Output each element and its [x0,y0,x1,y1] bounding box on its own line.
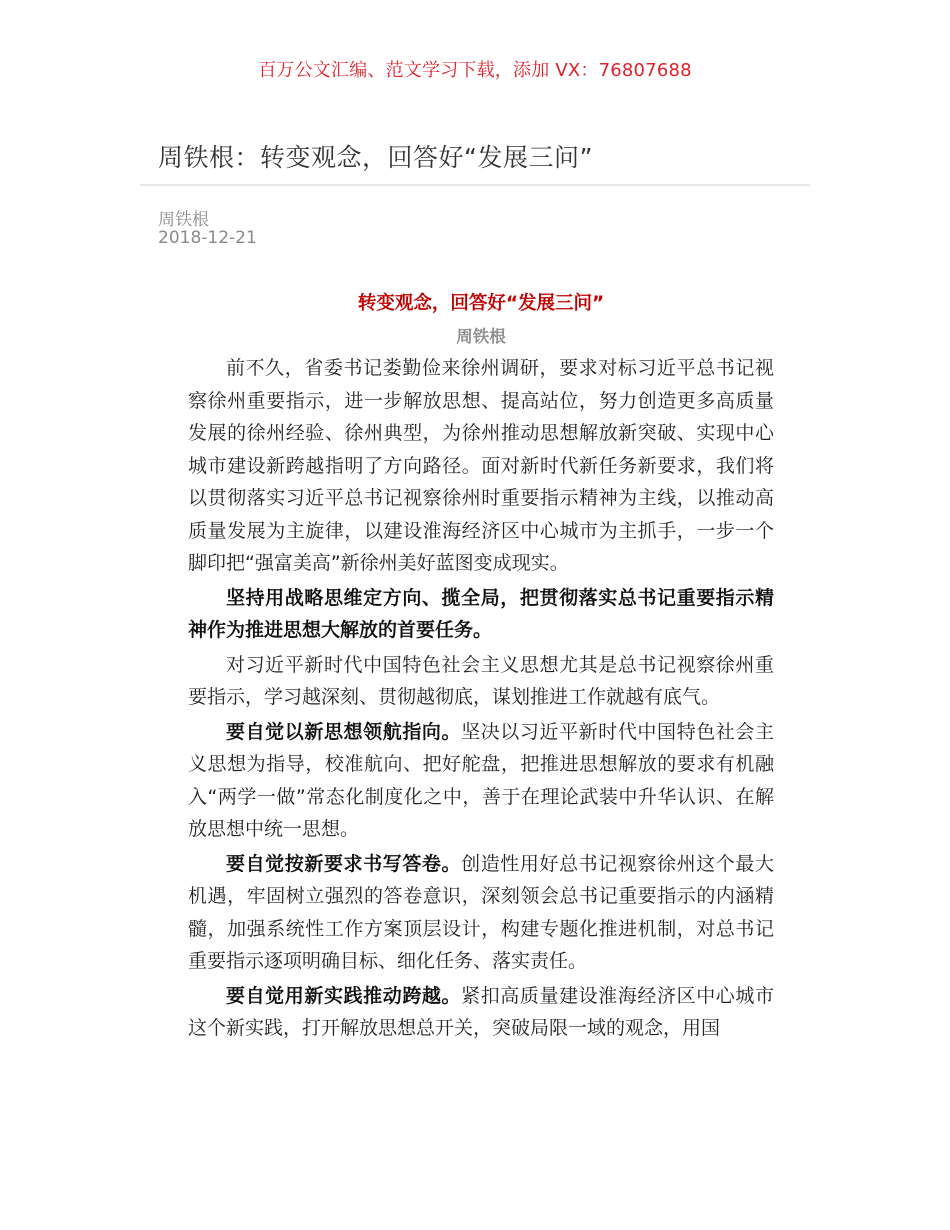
meta-author: 周铁根 [158,210,209,230]
paragraph [188,716,774,846]
paragraph-lead: 要自觉以新思想领航指向。 [226,720,462,743]
paragraph [188,848,774,978]
page-title: 周铁根：转变观念，回答好“发展三问” [158,143,593,172]
paragraph-text: 创造性用好总书记视察徐州这个最大机遇，牢固树立强烈的答卷意识，深刻领会总书记重要指示的内涵精髓，加强系统性工作方案顶层设计，构建专题化推进机制，对总书记重要指示逐项明确目标、细化任务、落实责任。 [188,852,774,972]
meta-date: 2018-12-21 [158,228,257,248]
paragraph-text: 坚决以习近平新时代中国特色社会主义思想为指导，校准航向、把好舵盘，把推进思想解放的要求有机融入“两学一做”常态化制度化之中，善于在理论武装中升华认识、在解放思想中统一思想。 [188,720,774,840]
paragraph [188,980,774,1045]
paragraph [188,582,774,647]
article-body [188,290,774,1045]
title-divider [140,184,810,186]
paragraph-text: 紧扣高质量建设淮海经济区中心城市这个新实践，打开解放思想总开关，突破局限一域的观念，用国 [188,984,774,1039]
paragraph [188,352,774,580]
paragraph-lead: 要自觉按新要求书写答卷。 [226,852,462,875]
paragraph-text: 前不久，省委书记娄勤俭来徐州调研，要求对标习近平总书记视察徐州重要指示，进一步解放思想、提高站位，努力创造更多高质量发展的徐州经验、徐州典型，为徐州推动思想解放新突破、实现中心城市建设新跨越指明了方向路径。面对新时代新任务新要求，我们将以贯彻落实习近平总书记视察徐州时重要指示精神为主线，以推动高质量发展为主旋律，以建设淮海经济区中心城市为主抓手，一步一个脚印把“强富美高”新徐州美好蓝图变成现实。 [188,357,774,574]
paragraph-lead: 要自觉用新实践推动跨越。 [226,984,462,1007]
promo-banner: 百万公文汇编、范文学习下载，添加 VX：76807688 [258,60,692,81]
article-title: 转变观念，回答好“发展三问” [357,293,605,314]
article-author: 周铁根 [456,327,506,346]
paragraph [188,649,774,714]
paragraph-lead: 坚持用战略思维定方向、揽全局，把贯彻落实总书记重要指示精神作为推进思想大解放的首要任务。 [188,586,774,641]
paragraph-text: 对习近平新时代中国特色社会主义思想尤其是总书记视察徐州重要指示，学习越深刻、贯彻越彻底，谋划推进工作就越有底气。 [188,653,774,708]
